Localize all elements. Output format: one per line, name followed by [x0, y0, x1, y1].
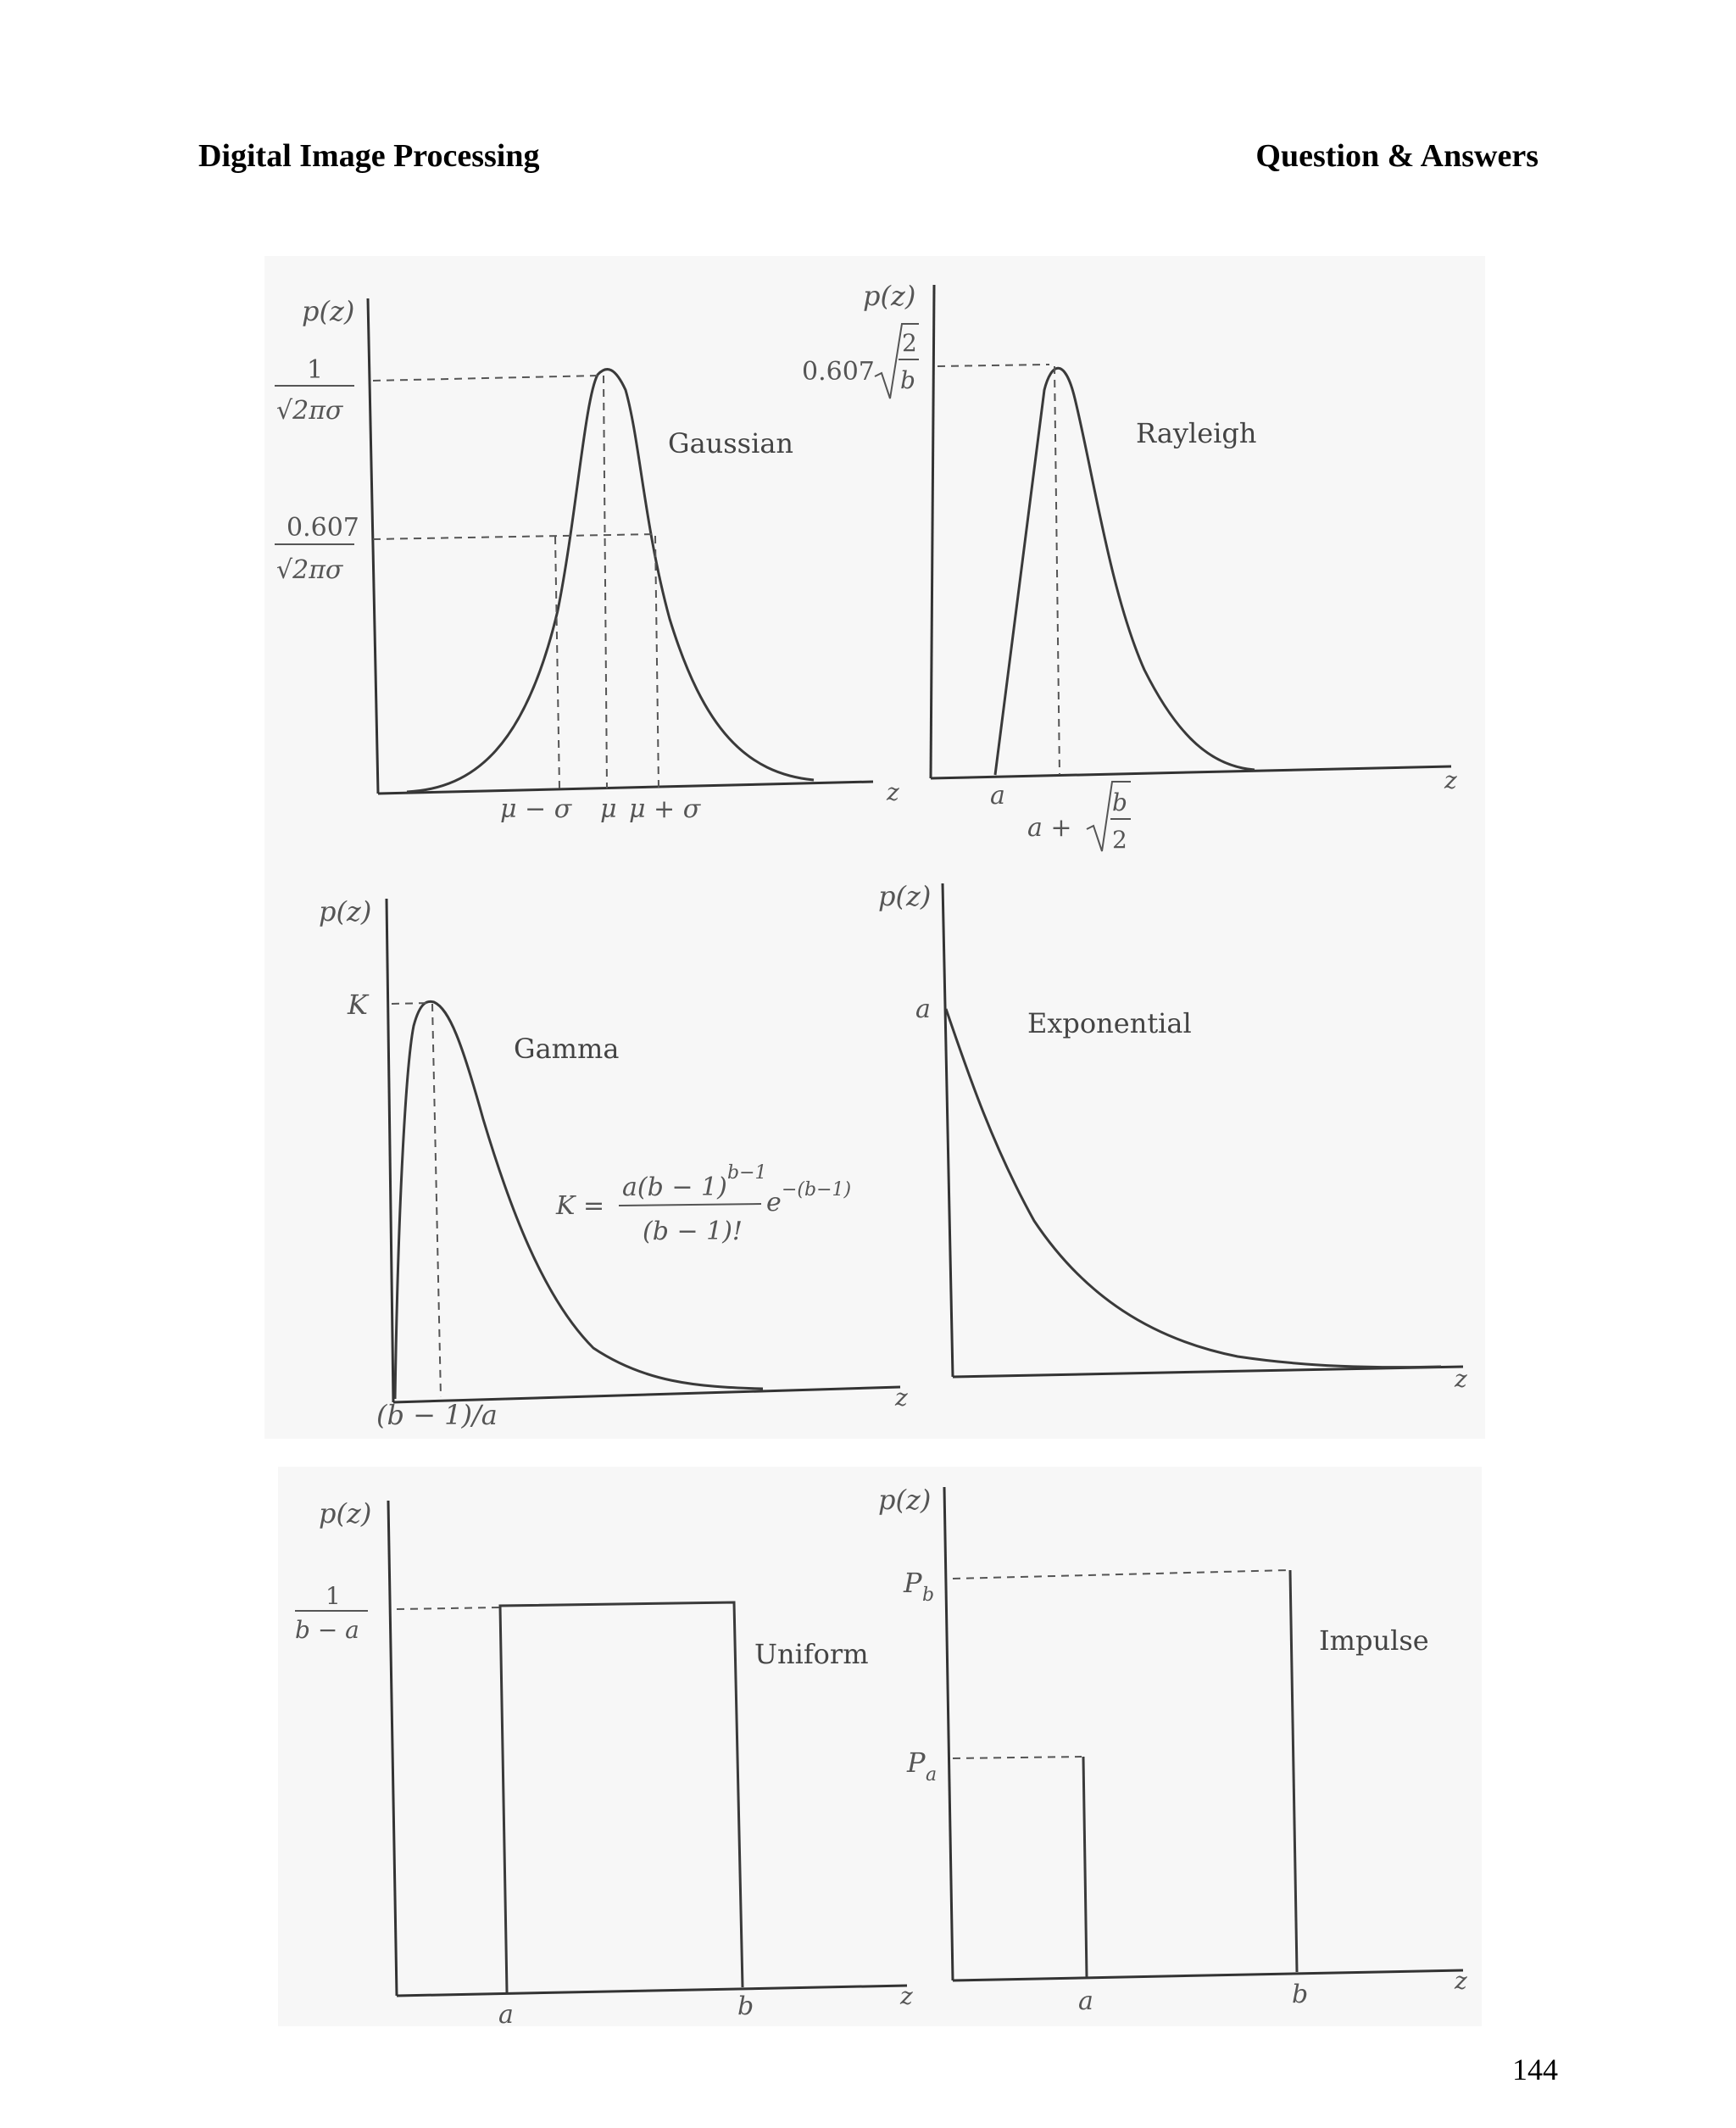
uniform-y-numerator: 1: [326, 1582, 341, 1610]
header-left-title: Digital Image Processing: [198, 138, 540, 174]
gaussian-y-mid-denominator: √2πσ: [276, 555, 343, 585]
impulse-x-b: b: [1292, 1980, 1309, 2009]
gaussian-y-top-denominator: √2πσ: [276, 396, 343, 426]
impulse-x-a: a: [1078, 1986, 1093, 2016]
impulse-y-pb: P: [904, 1567, 922, 1599]
rayleigh-title: Rayleigh: [1136, 417, 1257, 449]
gamma-formula-denominator: (b − 1)!: [643, 1217, 743, 1246]
gaussian-x-axis-label: z: [887, 778, 899, 806]
uniform-x-a: a: [498, 2000, 514, 2030]
uniform-x-b: b: [737, 1992, 754, 2021]
gaussian-y-axis-label: p(z): [302, 295, 355, 327]
rayleigh-y-axis-label: p(z): [863, 280, 916, 312]
impulse-y-pa-subscript: a: [926, 1764, 938, 1785]
rayleigh-y-coefficient: 0.607: [802, 357, 875, 387]
uniform-y-denominator: b − a: [295, 1616, 359, 1644]
scan-background-bottom: [278, 1467, 1482, 2026]
gamma-title: Gamma: [514, 1033, 620, 1065]
gamma-formula-e-exponent: −(b−1): [782, 1179, 852, 1200]
gamma-formula-e: e: [766, 1188, 782, 1217]
gamma-y-axis-label: p(z): [319, 895, 372, 928]
impulse-y-axis-label: p(z): [878, 1484, 932, 1516]
uniform-title: Uniform: [754, 1638, 869, 1670]
rayleigh-y-frac-denominator: b: [900, 366, 915, 394]
uniform-x-axis-label: z: [900, 1982, 913, 2010]
header-right-title: Question & Answers: [1255, 138, 1538, 174]
gaussian-x-mu-minus-sigma: μ − σ: [500, 794, 572, 824]
rayleigh-x-a: a: [990, 781, 1005, 811]
rayleigh-x-peak-numerator: b: [1112, 788, 1127, 816]
exponential-x-axis-label: z: [1455, 1365, 1467, 1393]
rayleigh-x-axis-label: z: [1444, 766, 1457, 794]
gaussian-x-mu: μ: [600, 794, 617, 824]
exponential-y-axis-label: p(z): [878, 880, 932, 912]
impulse-y-pa: P: [907, 1746, 926, 1779]
impulse-title: Impulse: [1319, 1624, 1429, 1657]
gaussian-y-mid-numerator: 0.607: [287, 513, 359, 543]
uniform-y-axis-label: p(z): [319, 1497, 372, 1529]
gamma-formula-lhs: K =: [556, 1191, 605, 1221]
exponential-title: Exponential: [1027, 1007, 1192, 1039]
gamma-y-k: K: [348, 989, 368, 1021]
gamma-x-peak: (b − 1)/a: [376, 1399, 498, 1431]
scan-background-top: [264, 256, 1485, 1439]
gamma-formula-numerator-exponent: b−1: [727, 1162, 767, 1184]
rayleigh-x-peak-denominator: 2: [1112, 826, 1127, 854]
page-number: 144: [1512, 2053, 1558, 2086]
gaussian-y-top-numerator: 1: [307, 355, 324, 385]
gaussian-title: Gaussian: [668, 427, 794, 460]
gamma-formula-numerator: a(b − 1): [622, 1173, 727, 1202]
gamma-x-axis-label: z: [895, 1384, 908, 1412]
impulse-y-pb-subscript: b: [922, 1585, 935, 1606]
impulse-x-axis-label: z: [1455, 1967, 1467, 1995]
gamma-peak-hline: [392, 1003, 431, 1004]
gaussian-x-mu-plus-sigma: μ + σ: [629, 794, 701, 824]
exponential-y-a: a: [915, 994, 931, 1024]
rayleigh-y-frac-numerator: 2: [902, 329, 917, 357]
rayleigh-x-peak-prefix: a +: [1027, 813, 1072, 843]
